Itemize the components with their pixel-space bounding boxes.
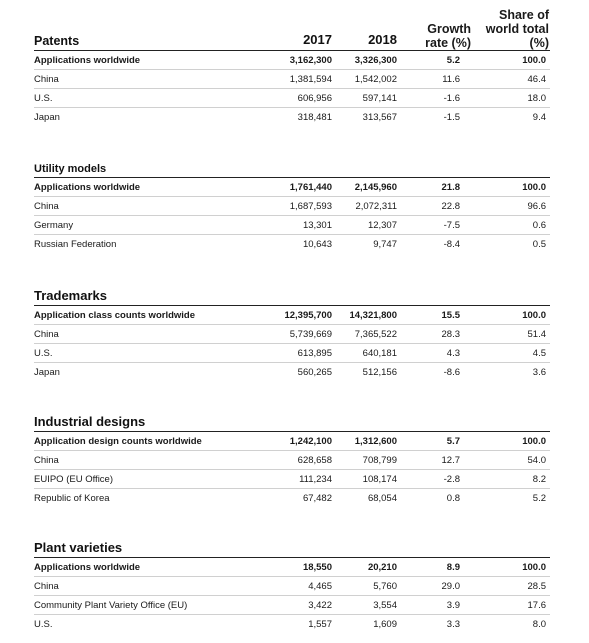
- value-2018: 20,210: [367, 562, 397, 573]
- share-world: 8.0: [532, 619, 546, 630]
- table-row: [34, 344, 550, 363]
- value-2017: 606,956: [297, 93, 332, 104]
- growth-rate: 11.6: [442, 74, 460, 85]
- row-label: China: [34, 201, 59, 212]
- row-label: Japan: [34, 112, 60, 123]
- section-title: Utility models: [34, 163, 107, 175]
- growth-rate: 28.3: [441, 329, 460, 340]
- share-world: 100.0: [522, 436, 546, 447]
- value-2018: 2,145,960: [354, 182, 397, 193]
- share-world: 100.0: [522, 182, 546, 193]
- section-header: [34, 409, 550, 432]
- value-2018: 597,141: [362, 93, 397, 104]
- share-world: 18.0: [527, 93, 546, 104]
- share-world: 4.5: [532, 348, 546, 359]
- section-header: [34, 155, 550, 178]
- value-2018: 2,072,311: [355, 201, 397, 212]
- value-2018: 1,609: [373, 619, 397, 630]
- value-2018: 7,365,522: [354, 329, 397, 340]
- share-world-header: Share of world total (%): [485, 8, 549, 50]
- row-label: EUIPO (EU Office): [34, 474, 114, 485]
- value-2018: 108,174: [362, 474, 397, 485]
- table-row: [34, 235, 550, 253]
- section-utility-models: [34, 155, 550, 253]
- row-label: Japan: [34, 367, 60, 378]
- growth-rate: 3.3: [446, 619, 460, 630]
- growth-rate: -7.5: [443, 220, 460, 231]
- row-label: U.S.: [34, 93, 53, 104]
- value-2017: 1,242,100: [289, 436, 332, 447]
- section-patents: [34, 28, 550, 126]
- share-world: 96.6: [527, 201, 546, 212]
- table-row: [34, 489, 550, 507]
- share-world: 0.5: [532, 239, 546, 250]
- value-2018: 640,181: [362, 348, 397, 359]
- share-world: 9.4: [532, 112, 546, 123]
- value-2017: 18,550: [302, 562, 332, 573]
- growth-rate: 15.5: [441, 310, 460, 321]
- row-label: China: [34, 455, 59, 466]
- table-row: [34, 216, 550, 235]
- growth-rate: 12.7: [441, 455, 460, 466]
- value-2017: 5,739,669: [289, 329, 332, 340]
- value-2017: 1,557: [308, 619, 332, 630]
- row-label: China: [34, 74, 59, 85]
- share-world: 8.2: [532, 474, 546, 485]
- value-2017: 1,761,440: [289, 182, 332, 193]
- value-2017: 12,395,700: [284, 310, 332, 321]
- growth-rate: 0.8: [446, 493, 460, 504]
- row-label: Application design counts worldwide: [34, 436, 202, 447]
- row-label: China: [34, 329, 59, 340]
- growth-rate: -1.6: [443, 93, 460, 104]
- section-industrial-designs: [34, 409, 550, 507]
- value-2017: 111,234: [299, 474, 332, 485]
- growth-rate-header: Growth rate (%): [425, 22, 471, 50]
- value-2017: 560,265: [297, 367, 332, 378]
- section-title: Industrial designs: [34, 414, 146, 429]
- value-2017: 613,895: [297, 348, 332, 359]
- table-row: [34, 363, 550, 381]
- value-2018: 3,326,300: [354, 55, 397, 66]
- table-row: [34, 197, 550, 216]
- section-title: Trademarks: [34, 288, 107, 303]
- share-world: 54.0: [527, 455, 546, 466]
- table-row: [34, 89, 550, 108]
- share-world: 51.4: [527, 329, 546, 340]
- value-2018: 512,156: [362, 367, 397, 378]
- share-world: 3.6: [532, 367, 546, 378]
- value-2017: 4,465: [308, 581, 332, 592]
- table-row: [34, 596, 550, 615]
- growth-rate: -8.4: [443, 239, 460, 250]
- row-label: Application class counts worldwide: [34, 310, 195, 321]
- value-2018: 313,567: [362, 112, 397, 123]
- growth-rate: 5.7: [446, 436, 460, 447]
- row-label: Community Plant Variety Office (EU): [34, 600, 188, 611]
- value-2017: 628,658: [297, 455, 332, 466]
- table-row: [34, 325, 550, 344]
- row-label: Applications worldwide: [34, 55, 141, 66]
- table-row: [34, 108, 550, 126]
- value-2017: 318,481: [297, 112, 332, 123]
- share-world: 5.2: [532, 493, 546, 504]
- row-label: U.S.: [34, 348, 53, 359]
- value-2017: 1,687,593: [289, 201, 332, 212]
- value-2018: 14,321,800: [349, 310, 397, 321]
- growth-rate: 29.0: [441, 581, 460, 592]
- value-2018: 68,054: [367, 493, 397, 504]
- share-world: 17.6: [527, 600, 546, 611]
- value-2018: 9,747: [373, 239, 397, 250]
- share-world: 28.5: [527, 581, 546, 592]
- value-2018: 5,760: [373, 581, 397, 592]
- growth-rate: 3.9: [446, 600, 460, 611]
- section-header: [34, 283, 550, 306]
- value-2017: 1,381,594: [289, 74, 332, 85]
- section-title: Plant varieties: [34, 540, 123, 555]
- growth-rate: 8.9: [446, 562, 460, 573]
- section-header: [34, 28, 550, 51]
- year-2017-header: 2017: [303, 32, 332, 47]
- table-row: [34, 470, 550, 489]
- table-row: [34, 615, 550, 633]
- value-2017: 67,482: [302, 493, 332, 504]
- table-row: [34, 577, 550, 596]
- value-2017: 10,643: [302, 239, 332, 250]
- row-label: U.S.: [34, 619, 53, 630]
- value-2018: 12,307: [367, 220, 397, 231]
- share-world: 100.0: [522, 562, 546, 573]
- section-plant-varieties: [34, 535, 550, 633]
- section-trademarks: [34, 283, 550, 381]
- year-2018-header: 2018: [368, 32, 397, 47]
- value-2017: 13,301: [302, 220, 332, 231]
- table-row: [34, 70, 550, 89]
- value-2017: 3,162,300: [289, 55, 332, 66]
- row-label: Applications worldwide: [34, 182, 141, 193]
- row-label: China: [34, 581, 59, 592]
- share-world: 100.0: [522, 310, 546, 321]
- table-row: [34, 451, 550, 470]
- row-label: Russian Federation: [34, 239, 117, 250]
- share-world: 0.6: [532, 220, 546, 231]
- share-world: 46.4: [527, 74, 546, 85]
- value-2018: 3,554: [373, 600, 397, 611]
- row-label: Germany: [34, 220, 74, 231]
- table-row: [34, 178, 550, 197]
- table-row: [34, 432, 550, 451]
- row-label: Applications worldwide: [34, 562, 141, 573]
- share-world: 100.0: [522, 55, 546, 66]
- table-row: [34, 51, 550, 70]
- growth-rate: -2.8: [443, 474, 460, 485]
- growth-rate: 22.8: [441, 201, 460, 212]
- table-row: [34, 558, 550, 577]
- section-header: [34, 535, 550, 558]
- value-2017: 3,422: [308, 600, 332, 611]
- value-2018: 708,799: [362, 455, 397, 466]
- value-2018: 1,542,002: [354, 74, 397, 85]
- value-2018: 1,312,600: [354, 436, 397, 447]
- growth-rate: 21.8: [441, 182, 460, 193]
- growth-rate: -1.5: [443, 112, 460, 123]
- row-label: Republic of Korea: [34, 493, 110, 504]
- growth-rate: 5.2: [446, 55, 460, 66]
- section-title: Patents: [34, 34, 80, 48]
- growth-rate: -8.6: [443, 367, 460, 378]
- growth-rate: 4.3: [446, 348, 460, 359]
- table-row: [34, 306, 550, 325]
